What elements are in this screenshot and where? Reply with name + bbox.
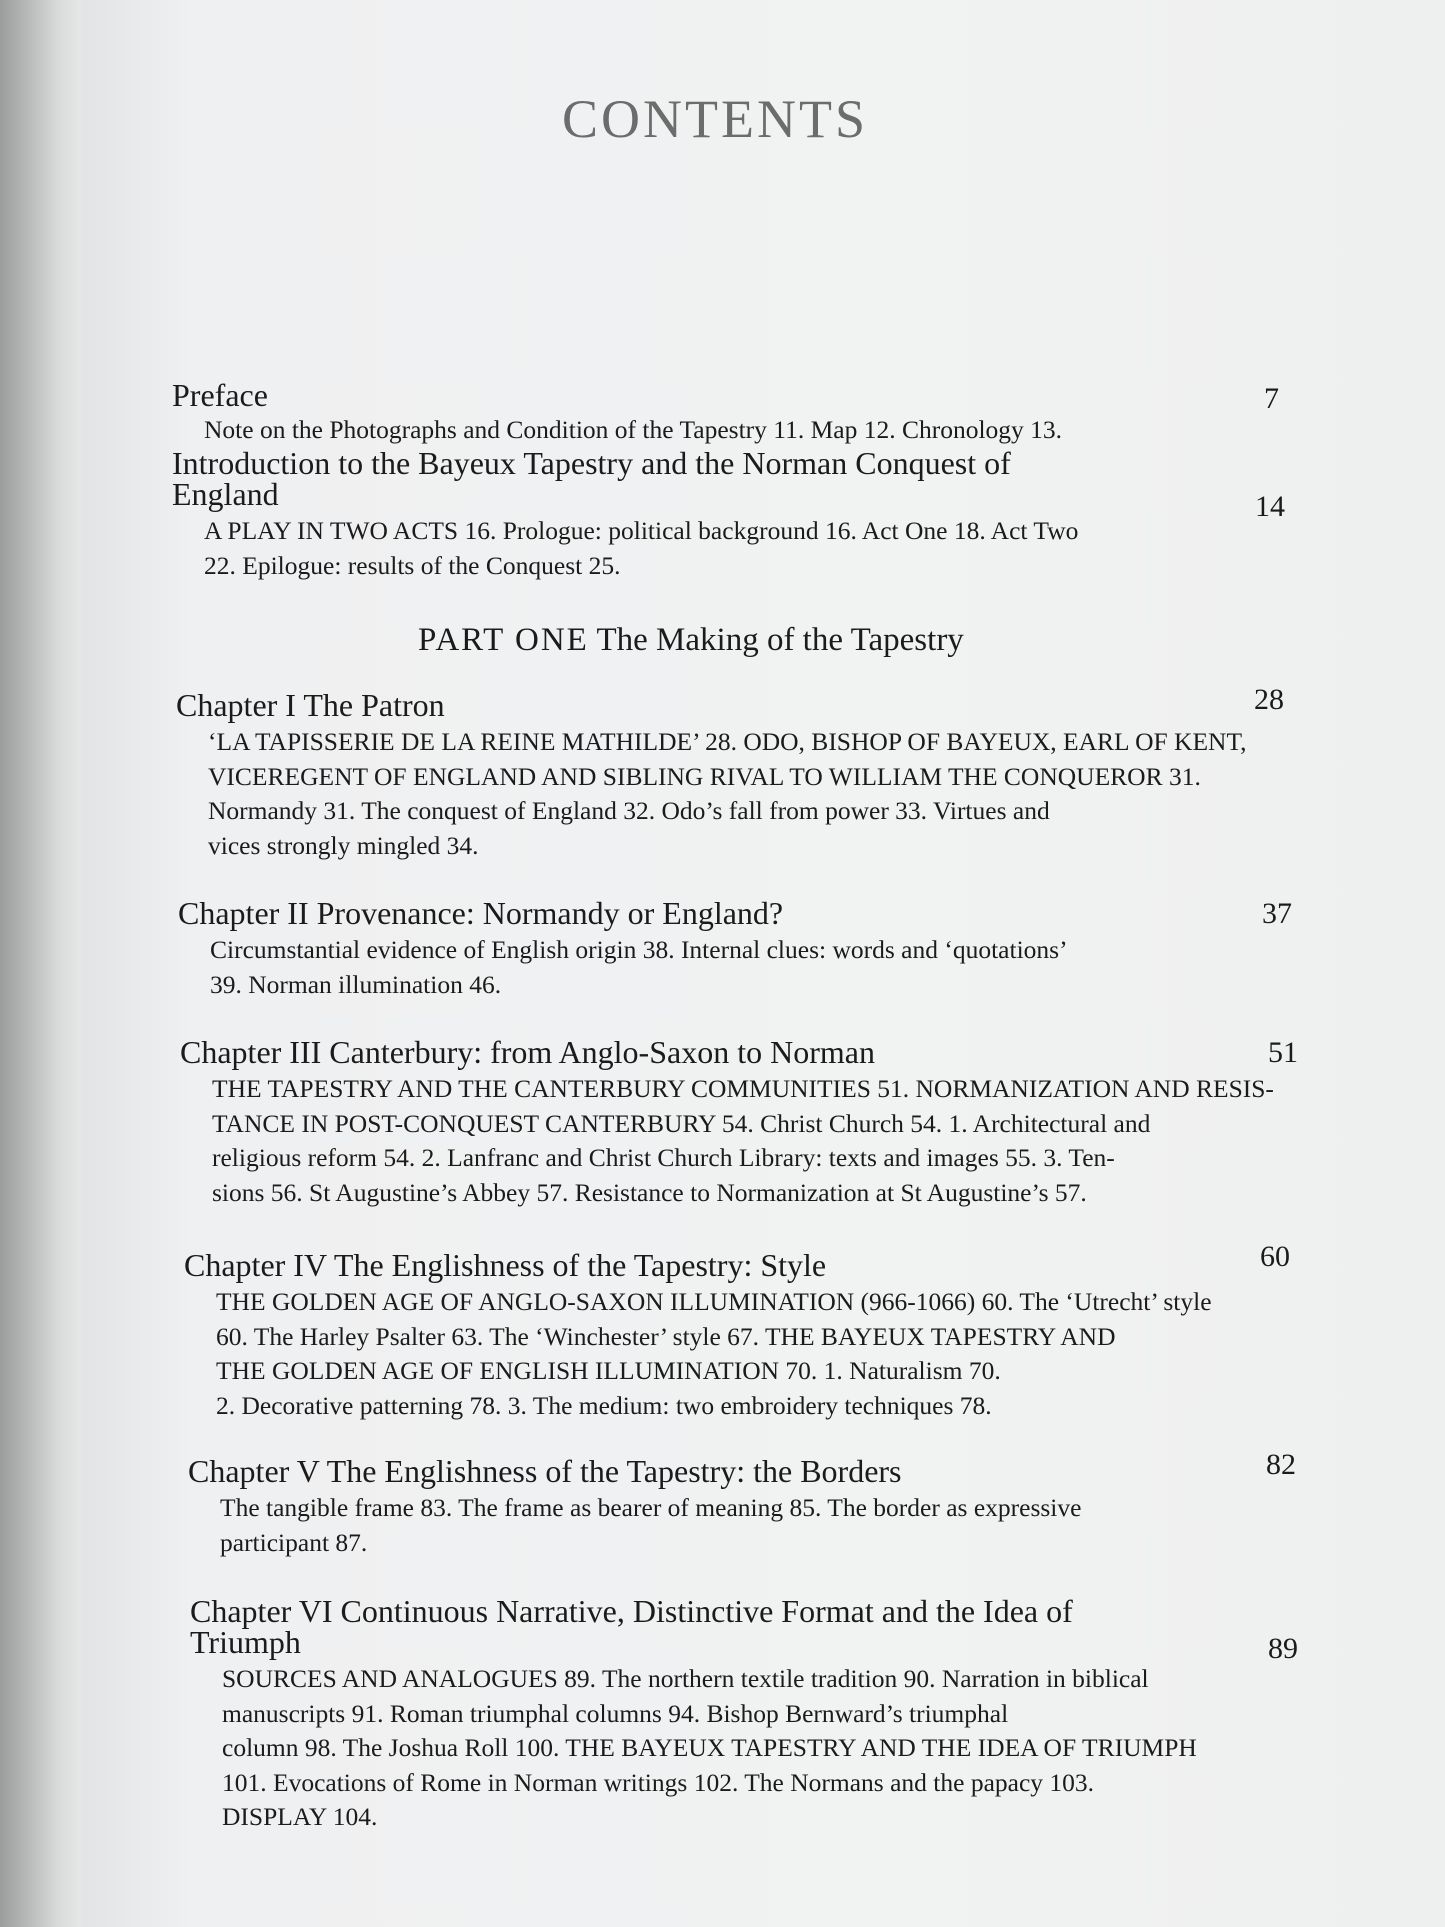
subsection-line: column 98. The Joshua Roll 100. THE BAYEUX TAPESTRY AND THE IDEA OF TRIUMPH <box>222 1733 1197 1762</box>
entry-title <box>184 1247 1212 1283</box>
subsection-line: 22. Epilogue: results of the Conquest 25. <box>204 550 621 580</box>
subsection-line: THE TAPESTRY AND THE CANTERBURY COMMUNITIES 51. NORMANIZATION AND RESIS- <box>212 1074 1274 1103</box>
subsection-line: vices strongly mingled 34. <box>208 830 479 860</box>
toc-entry-chapter-2 <box>178 895 1068 1002</box>
entry-subsections <box>208 725 1247 863</box>
entry-title-line: Preface <box>172 377 268 413</box>
entry-title <box>190 1593 1197 1660</box>
toc-entry-chapter-5 <box>188 1453 1082 1560</box>
subsection-line: The tangible frame 83. The frame as bearer of meaning 85. The border as expressive <box>220 1493 1082 1522</box>
entry-subsections <box>222 1662 1197 1835</box>
entry-title <box>178 895 1068 931</box>
subsection-line: 60. The Harley Psalter 63. The ‘Winchester’ style 67. THE BAYEUX TAPESTRY AND <box>216 1321 1116 1351</box>
entry-title-line: Chapter II Provenance: Normandy or England? <box>178 895 784 931</box>
entry-title-line: Chapter V The Englishness of the Tapestry: the Borders <box>188 1453 902 1489</box>
entry-title-line: Chapter IV The Englishness of the Tapestry: Style <box>184 1247 827 1283</box>
toc-entry-introduction <box>172 445 1079 583</box>
entry-title <box>188 1453 1081 1489</box>
page-number-chapter-4: 60 <box>1260 1240 1290 1273</box>
entry-subsections <box>204 413 1062 448</box>
entry-subsections <box>212 1072 1274 1210</box>
subsection-line: THE GOLDEN AGE OF ENGLISH ILLUMINATION 70. 1. Naturalism 70. <box>216 1356 1001 1385</box>
toc-entry-chapter-6 <box>190 1593 1197 1835</box>
page-number-chapter-5: 82 <box>1266 1448 1296 1481</box>
subsection-line: 2. Decorative patterning 78. 3. The medium: two embroidery techniques 78. <box>216 1390 992 1420</box>
book-spine-shadow <box>0 0 82 1927</box>
subsection-line: Circumstantial evidence of English origin 38. Internal clues: words and ‘quotations’ <box>210 935 1068 964</box>
subsection-line: participant 87. <box>220 1527 368 1557</box>
entry-title <box>172 377 1062 413</box>
toc-entry-chapter-4 <box>184 1247 1212 1423</box>
subsection-line: TANCE IN POST-CONQUEST CANTERBURY 54. Christ Church 54. 1. Architectural and <box>212 1108 1151 1138</box>
page-number-chapter-6: 89 <box>1268 1632 1298 1665</box>
subsection-line: religious reform 54. 2. Lanfranc and Christ Church Library: texts and images 55. 3. Ten- <box>212 1143 1115 1172</box>
toc-entry-chapter-3 <box>180 1034 1274 1210</box>
subsection-line: DISPLAY 104. <box>222 1802 378 1831</box>
entry-subsections <box>220 1491 1081 1560</box>
subsection-line: Note on the Photographs and Condition of the Tapestry 11. Map 12. Chronology 13. <box>204 415 1063 444</box>
page-number-preface: 7 <box>1264 382 1279 415</box>
entry-title-line: Introduction to the Bayeux Tapestry and the Norman Conquest of <box>172 445 1011 481</box>
part-title: The Making of the Tapestry <box>596 622 964 658</box>
entry-subsections <box>210 933 1068 1002</box>
subsection-line: Normandy 31. The conquest of England 32. Odo’s fall from power 33. Virtues and <box>208 796 1050 825</box>
page-number-chapter-1: 28 <box>1254 683 1284 716</box>
subsection-line: 39. Norman illumination 46. <box>210 969 502 999</box>
subsection-line: manuscripts 91. Roman triumphal columns 94. Bishop Bernward’s triumphal <box>222 1698 1009 1728</box>
subsection-line: A PLAY IN TWO ACTS 16. Prologue: political background 16. Act One 18. Act Two <box>204 516 1079 545</box>
subsection-line: ‘LA TAPISSERIE DE LA REINE MATHILDE’ 28. ODO, BISHOP OF BAYEUX, EARL OF KENT, <box>208 727 1247 756</box>
part-one-heading <box>418 622 964 659</box>
subsection-line: sions 56. St Augustine’s Abbey 57. Resistance to Normanization at St Augustine’s 57. <box>212 1177 1087 1207</box>
toc-entry-chapter-1 <box>176 687 1247 863</box>
part-label: PART ONE <box>418 622 589 658</box>
entry-title-line: Chapter III Canterbury: from Anglo-Saxon to Norman <box>180 1034 875 1070</box>
entry-title-line: Triumph <box>190 1624 301 1660</box>
subsection-line: THE GOLDEN AGE OF ANGLO-SAXON ILLUMINATION (966-1066) 60. The ‘Utrecht’ style <box>216 1287 1212 1316</box>
entry-subsections <box>216 1285 1212 1423</box>
subsection-line: 101. Evocations of Rome in Norman writings 102. The Normans and the papacy 103. <box>222 1767 1095 1797</box>
entry-title <box>172 445 1078 512</box>
entry-title <box>180 1034 1274 1070</box>
entry-title <box>176 687 1247 723</box>
entry-title-line: England <box>172 476 279 512</box>
entry-title-line: Chapter I The Patron <box>176 687 445 723</box>
page-number-chapter-3: 51 <box>1268 1036 1298 1069</box>
subsection-line: SOURCES AND ANALOGUES 89. The northern textile tradition 90. Narration in biblical <box>222 1664 1149 1693</box>
entry-subsections <box>204 514 1078 583</box>
page-number-chapter-2: 37 <box>1262 897 1292 930</box>
entry-title-line: Chapter VI Continuous Narrative, Distinctive Format and the Idea of <box>190 1593 1073 1629</box>
contents-heading: CONTENTS <box>562 89 868 149</box>
page-number-introduction: 14 <box>1255 490 1285 523</box>
subsection-line: VICEREGENT OF ENGLAND AND SIBLING RIVAL TO WILLIAM THE CONQUEROR 31. <box>208 761 1201 791</box>
toc-entry-preface <box>172 377 1063 448</box>
